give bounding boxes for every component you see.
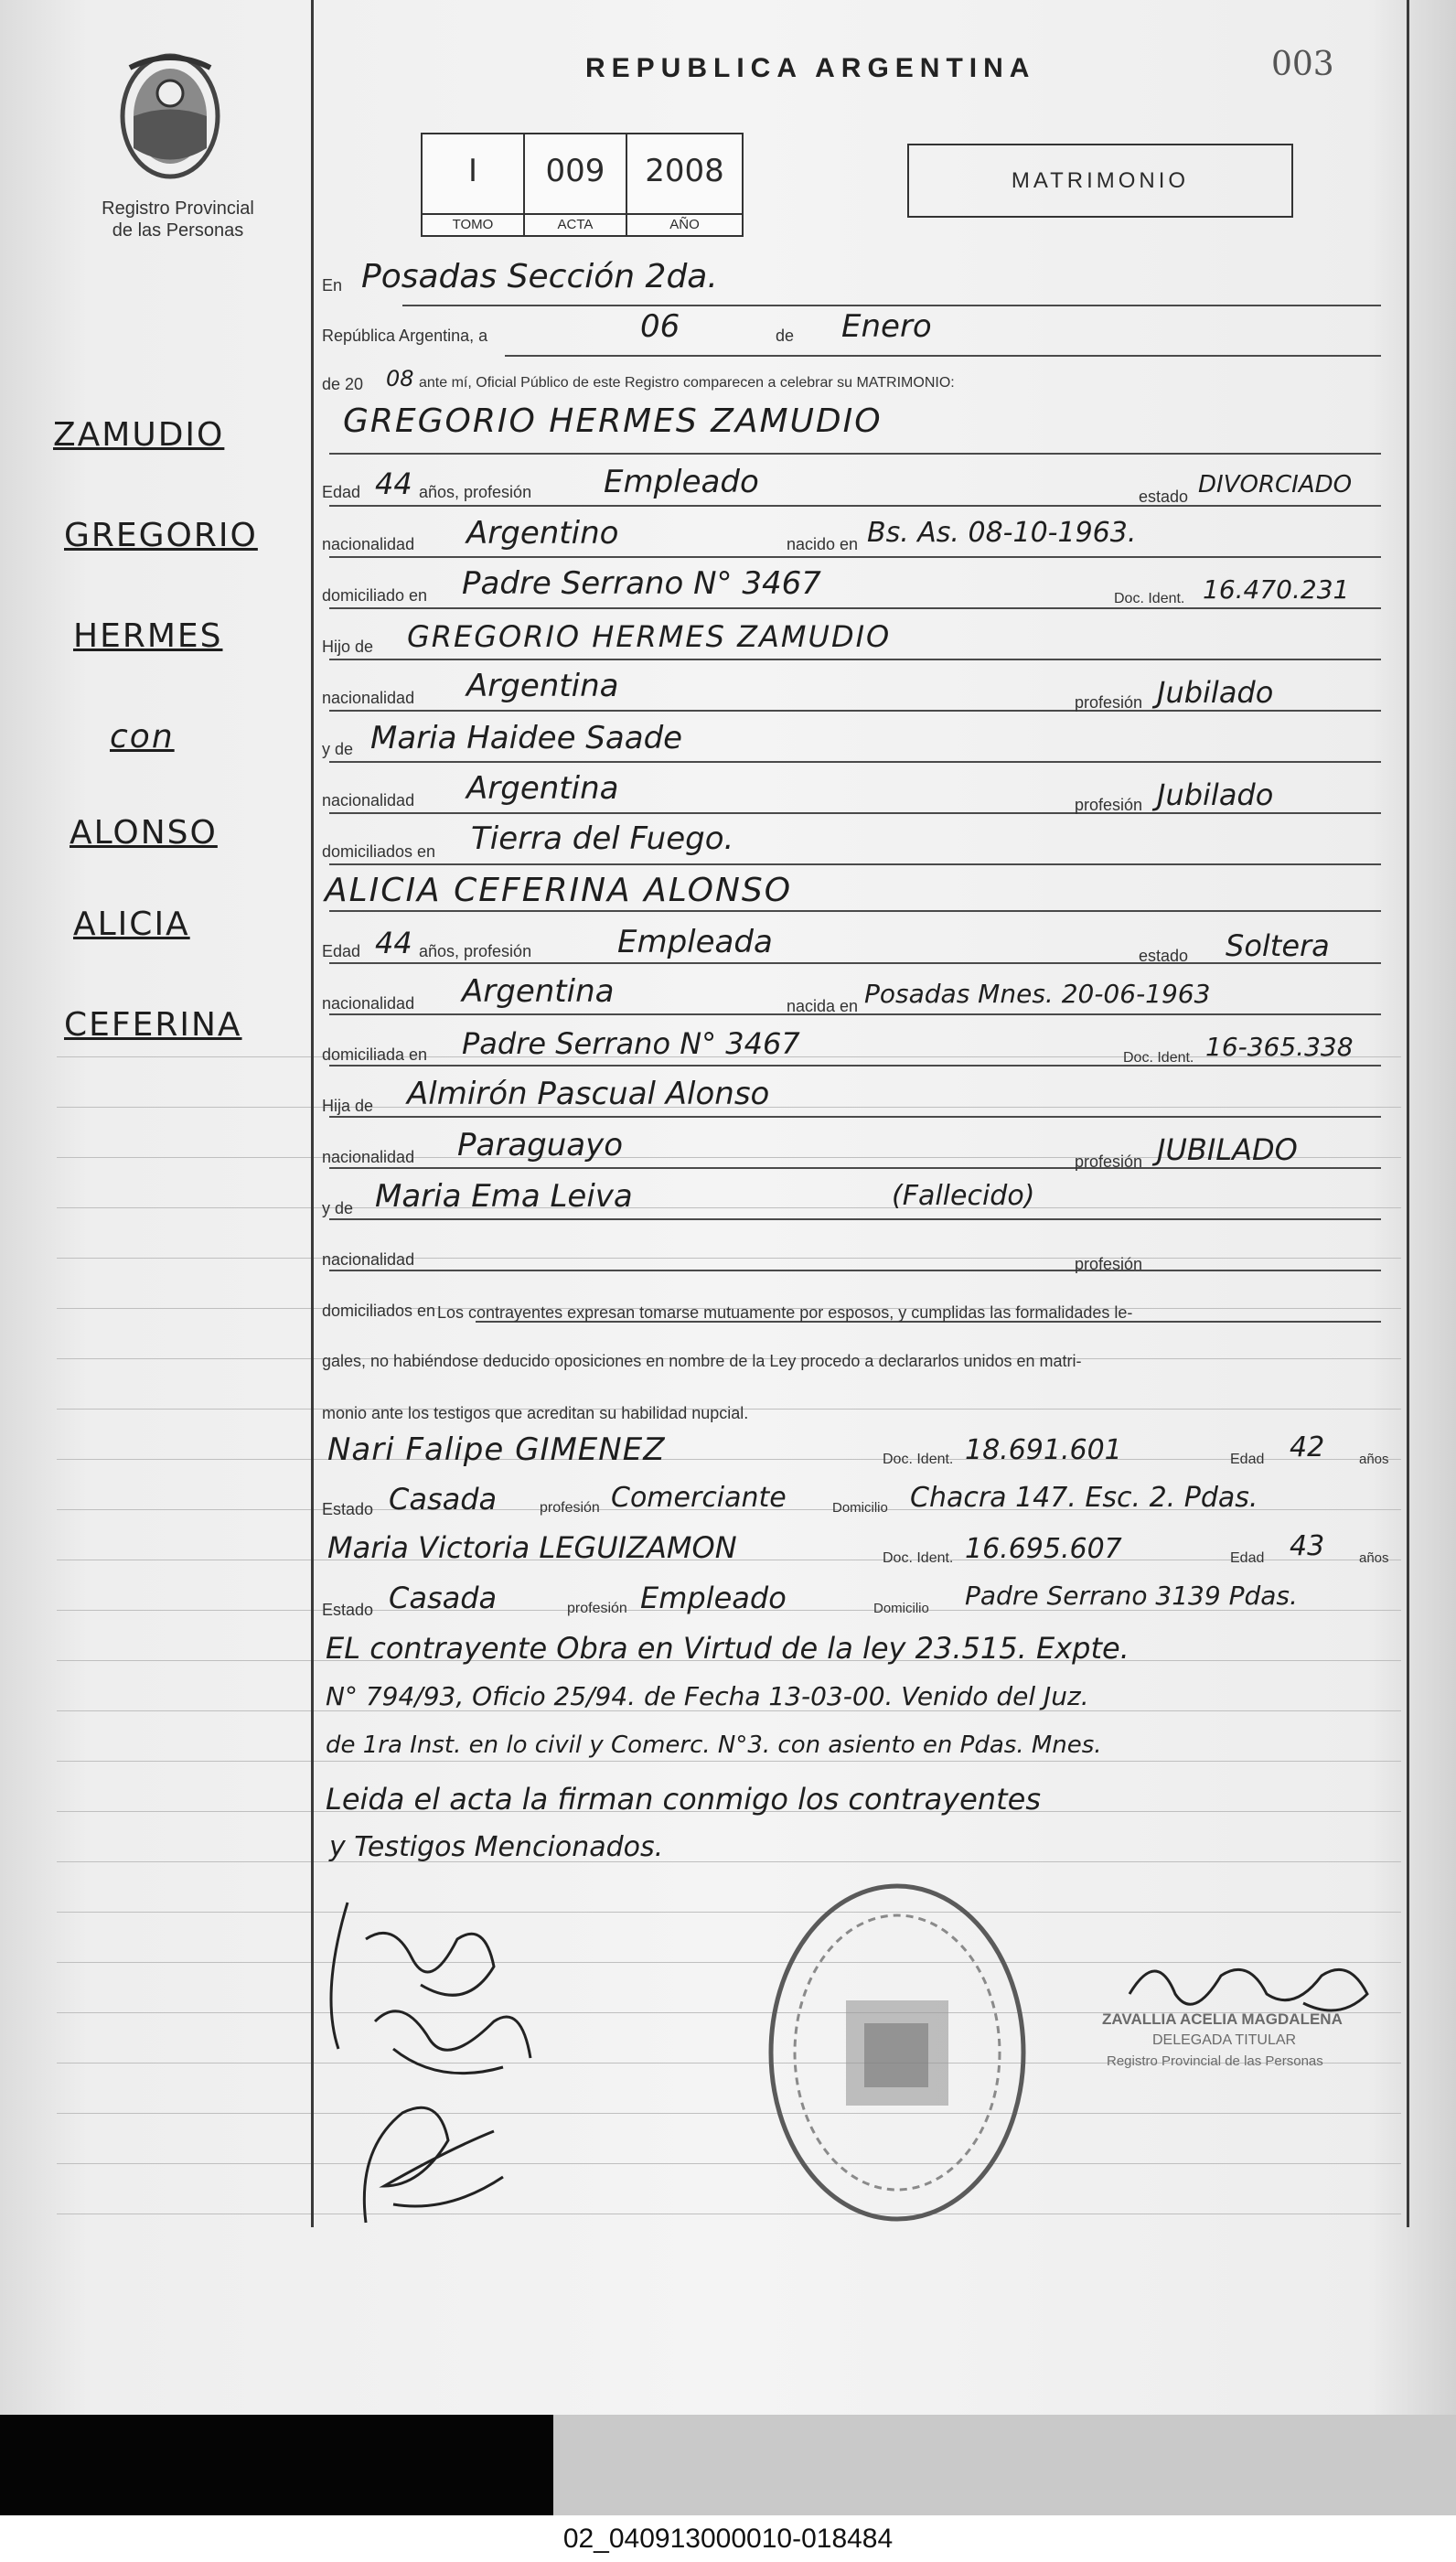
label-profesion-w1: profesión	[540, 1500, 600, 1516]
bride-nationality: Argentina	[462, 973, 615, 1010]
label-profesion-w2: profesión	[567, 1601, 627, 1616]
witness1-age: 42	[1290, 1431, 1325, 1463]
label-domiciliada: domiciliada en	[322, 1045, 428, 1064]
groom-full-name: GREGORIO HERMES ZAMUDIO	[343, 402, 883, 440]
margin-surname-2: ALONSO	[70, 814, 218, 852]
bride-mother-note: (Fallecido)	[892, 1180, 1035, 1212]
groom-father: GREGORIO HERMES ZAMUDIO	[407, 619, 892, 654]
country-title: REPUBLICA ARGENTINA	[585, 53, 1036, 83]
note-line-3: de 1ra Inst. en lo civil y Comerc. N°3. con asiento en Pdas. Mnes.	[326, 1731, 1102, 1759]
month-value: Enero	[841, 308, 932, 345]
officer-name: ZAVALLIA ACELIA MAGDALENA	[1102, 2010, 1343, 2028]
bride-doc: 16-365.338	[1205, 1032, 1354, 1062]
groom-parents-address: Tierra del Fuego.	[471, 820, 734, 857]
groom-father-nationality: Argentina	[466, 668, 619, 704]
label-edad-w1: Edad	[1230, 1452, 1265, 1467]
year-prefix: de 20	[322, 375, 364, 393]
anio-value: 2008	[645, 153, 724, 189]
registry-official-stamp-icon	[764, 1877, 1031, 2229]
margin-name-1: GREGORIO	[64, 517, 258, 554]
groom-mother: Maria Haidee Saade	[370, 720, 683, 756]
label-doc-ident-w1: Doc. Ident.	[883, 1452, 954, 1467]
day-value: 06	[640, 308, 680, 345]
margin-surname: ZAMUDIO	[53, 416, 225, 454]
label-de: de	[776, 327, 795, 345]
margin-name-4: CEFERINA	[64, 1006, 242, 1044]
label-nacida-en: nacida en	[787, 997, 859, 1015]
groom-mother-profession: Jubilado	[1157, 777, 1274, 812]
registry-name: Registro Provincial de las Personas	[102, 198, 254, 241]
label-domiciliado: domiciliado en	[322, 586, 428, 605]
officer-office: Registro Provincial de las Personas	[1107, 2053, 1323, 2069]
margin-name-3: ALICIA	[73, 906, 190, 943]
declaration-line-3: monio ante los testigos que acreditan su habilidad nupcial.	[322, 1404, 749, 1422]
bride-mother: Maria Ema Leiva	[375, 1178, 633, 1215]
right-border	[1407, 0, 1409, 2227]
bride-full-name: ALICIA CEFERINA ALONSO	[325, 872, 793, 909]
label-profesion-2: profesión	[1075, 796, 1143, 814]
label-nacionalidad: nacionalidad	[322, 535, 415, 553]
officer-title: DELEGADA TITULAR	[1152, 2032, 1297, 2048]
bride-father-nationality: Paraguayo	[457, 1127, 624, 1163]
note-line-2: N° 794/93, Oficio 25/94. de Fecha 13-03-00. Venido del Juz.	[326, 1681, 1089, 1711]
groom-status: DIVORCIADO	[1198, 471, 1353, 498]
label-estado-2: estado	[1139, 947, 1189, 965]
label-nacionalidad-5: nacionalidad	[322, 1148, 415, 1166]
label-anos-w2: años	[1359, 1550, 1389, 1566]
label-domicilio-w2: Domicilio	[873, 1601, 929, 1616]
label-domicilio-w1: Domicilio	[832, 1500, 888, 1516]
bride-status: Soltera	[1226, 928, 1330, 963]
witness1-doc: 18.691.601	[965, 1434, 1122, 1466]
label-doc-ident: Doc. Ident.	[1114, 591, 1185, 606]
anio-label: AÑO	[627, 213, 742, 235]
document-id-caption: 02_040913000010-018484	[0, 2515, 1456, 2562]
acta-value: 009	[545, 153, 605, 189]
label-domiciliados-2: domiciliados en	[322, 1302, 436, 1320]
note-line-4: Leida el acta la firman conmigo los contrayentes	[326, 1782, 1041, 1817]
label-nacionalidad-3: nacionalidad	[322, 791, 415, 809]
bride-father-profession: JUBILADO	[1157, 1132, 1298, 1167]
place-value: Posadas Sección 2da.	[361, 258, 718, 295]
witness2-age: 43	[1290, 1530, 1325, 1562]
declaration-line-2: gales, no habiéndose deducido oposiciones en nombre de la Ley procedo a declararlos unidos en matri-	[322, 1352, 1082, 1370]
tomo-box	[421, 133, 525, 237]
year-suffix: 08	[386, 366, 414, 391]
label-anos-w1: años	[1359, 1452, 1389, 1467]
label-nacido-en: nacido en	[787, 535, 859, 553]
label-anos-profesion-2: años, profesión	[419, 942, 532, 960]
witness1-name: Nari Falipe GIMENEZ	[327, 1431, 666, 1468]
groom-profession: Empleado	[604, 464, 759, 500]
margin-name-2: HERMES	[73, 617, 223, 655]
groom-age: 44	[375, 466, 412, 501]
label-edad: Edad	[322, 483, 361, 501]
witness2-status: Casada	[389, 1581, 498, 1615]
bride-address: Padre Serrano N° 3467	[462, 1026, 800, 1061]
groom-mother-nationality: Argentina	[466, 770, 619, 807]
bride-age: 44	[375, 926, 412, 960]
groom-nationality: Argentino	[466, 515, 619, 552]
scan-gray-bar	[553, 2415, 1456, 2515]
witness2-address: Padre Serrano 3139 Pdas.	[965, 1581, 1298, 1611]
groom-father-profession: Jubilado	[1157, 675, 1274, 710]
label-doc-ident-2: Doc. Ident.	[1123, 1050, 1194, 1066]
label-nacionalidad-4: nacionalidad	[322, 994, 415, 1013]
label-hijo-de: Hijo de	[322, 638, 374, 656]
contracting-party-signature-2	[338, 2076, 521, 2241]
bride-profession: Empleada	[617, 924, 773, 960]
anio-box	[626, 133, 744, 237]
label-profesion: profesión	[1075, 693, 1143, 712]
tomo-label: TOMO	[423, 213, 523, 235]
page-number: 003	[1271, 46, 1334, 83]
label-profesion-3: profesión	[1075, 1152, 1143, 1171]
tomo-value: I	[467, 153, 478, 189]
label-hija-de: Hija de	[322, 1097, 374, 1115]
witness1-status: Casada	[389, 1482, 498, 1517]
note-line-1: EL contrayente Obra en Virtud de la ley 23.515. Expte.	[326, 1631, 1129, 1666]
scan-shadow-bar	[0, 2415, 553, 2515]
provincial-coat-of-arms-icon	[112, 48, 229, 185]
label-nacionalidad-2: nacionalidad	[322, 689, 415, 707]
declaration-line-1: Los contrayentes expresan tomarse mutuamente por esposos, y cumplidas las formalidades le-	[437, 1303, 1133, 1322]
label-profesion-4: profesión	[1075, 1255, 1143, 1273]
label-doc-ident-w2: Doc. Ident.	[883, 1550, 954, 1566]
label-y-de: y de	[322, 740, 354, 758]
margin-connector: con	[110, 718, 175, 756]
witness1-address: Chacra 147. Esc. 2. Pdas.	[910, 1482, 1258, 1514]
record-type-box: MATRIMONIO	[907, 144, 1293, 218]
witness2-doc: 16.695.607	[965, 1533, 1122, 1565]
label-en: En	[322, 276, 343, 295]
label-nacionalidad-6: nacionalidad	[322, 1250, 415, 1269]
label-estado-w2: Estado	[322, 1601, 374, 1619]
label-domiciliados: domiciliados en	[322, 842, 436, 861]
label-ante-mi: ante mí, Oficial Público de este Registro comparecen a celebrar su MATRIMONIO:	[419, 375, 955, 391]
witness2-name: Maria Victoria LEGUIZAMON	[327, 1530, 737, 1565]
groom-birth: Bs. As. 08-10-1963.	[867, 517, 1137, 549]
groom-doc: 16.470.231	[1203, 574, 1350, 605]
acta-box	[523, 133, 627, 237]
witness2-profession: Empleado	[640, 1581, 787, 1615]
bride-father: Almirón Pascual Alonso	[407, 1076, 770, 1112]
acta-label: ACTA	[525, 213, 626, 235]
note-line-5: y Testigos Mencionados.	[329, 1831, 664, 1863]
groom-address: Padre Serrano N° 3467	[462, 565, 821, 602]
label-y-de-2: y de	[322, 1199, 354, 1217]
label-edad-2: Edad	[322, 942, 361, 960]
label-edad-w2: Edad	[1230, 1550, 1265, 1566]
witness1-profession: Comerciante	[611, 1482, 787, 1514]
label-anos-profesion: años, profesión	[419, 483, 532, 501]
label-republica: República Argentina, a	[322, 327, 488, 345]
bride-birth: Posadas Mnes. 20-06-1963	[864, 979, 1211, 1009]
label-estado-w1: Estado	[322, 1500, 374, 1518]
label-estado: estado	[1139, 488, 1189, 506]
